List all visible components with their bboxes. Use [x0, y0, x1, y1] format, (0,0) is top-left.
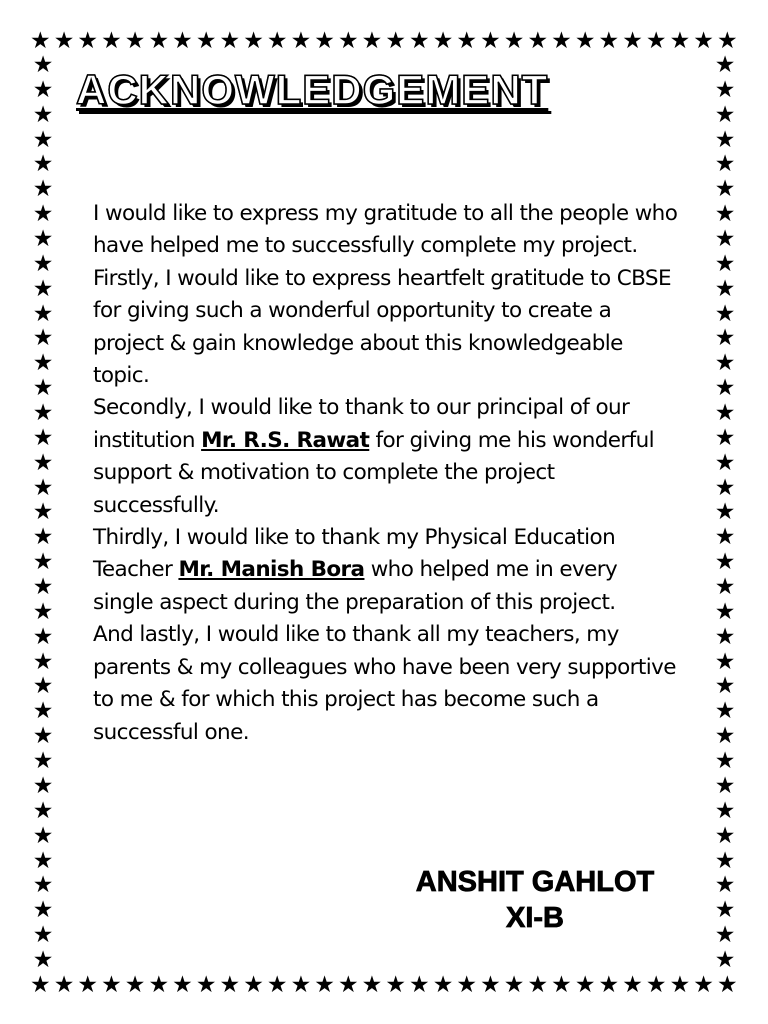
star-icon: ★: [503, 972, 525, 998]
star-icon: ★: [101, 28, 122, 54]
star-icon: ★: [314, 972, 335, 998]
star-icon: ★: [714, 250, 736, 277]
star-icon: ★: [361, 28, 383, 54]
star-icon: ★: [480, 28, 501, 54]
star-icon: ★: [551, 972, 572, 998]
star-icon: ★: [32, 176, 54, 203]
star-icon: ★: [32, 822, 54, 849]
star-icon: ★: [32, 300, 54, 327]
star-border-top: [30, 28, 738, 54]
star-icon: ★: [714, 897, 736, 924]
star-icon: ★: [714, 549, 736, 576]
star-icon: ★: [714, 648, 736, 675]
star-icon: ★: [32, 946, 54, 972]
star-icon: ★: [714, 772, 736, 799]
star-icon: ★: [714, 872, 736, 899]
star-icon: ★: [574, 972, 596, 998]
star-icon: ★: [598, 28, 620, 54]
star-icon: ★: [714, 101, 736, 128]
paragraph: [93, 522, 683, 619]
star-icon: ★: [32, 226, 54, 253]
star-icon: ★: [693, 972, 714, 998]
star-icon: ★: [598, 972, 620, 998]
star-border-bottom: [30, 972, 738, 998]
paragraph-text: Firstly, I would like to express heartfelt gratitude to CBSE for giving such a wonderful opportunity to create a project & gain knowledge about this knowledgeable topic.: [93, 265, 671, 389]
star-icon: ★: [645, 972, 667, 998]
star-icon: ★: [714, 424, 736, 451]
star-icon: ★: [32, 474, 54, 501]
star-icon: ★: [32, 275, 54, 302]
star-icon: ★: [714, 847, 736, 874]
star-icon: ★: [693, 28, 714, 54]
star-icon: ★: [456, 972, 477, 998]
star-icon: ★: [714, 151, 736, 178]
star-icon: ★: [32, 723, 54, 750]
star-icon: ★: [480, 972, 501, 998]
star-icon: ★: [714, 275, 736, 302]
star-icon: ★: [32, 126, 54, 153]
star-icon: ★: [714, 375, 736, 402]
person-name: Mr. Manish Bora: [178, 557, 365, 583]
star-icon: ★: [32, 598, 54, 625]
star-icon: ★: [714, 176, 736, 203]
star-icon: ★: [124, 28, 146, 54]
star-icon: ★: [53, 972, 75, 998]
star-icon: ★: [714, 126, 736, 153]
star-icon: ★: [714, 524, 736, 551]
star-icon: ★: [148, 972, 170, 998]
star-icon: ★: [574, 28, 596, 54]
star-icon: ★: [266, 972, 288, 998]
star-icon: ★: [714, 449, 736, 476]
star-icon: ★: [527, 972, 549, 998]
star-icon: ★: [714, 300, 736, 327]
paragraph-text: Thirdly, I would like to thank my Physical Education Teacher: [93, 525, 616, 583]
acknowledgement-body: [93, 198, 683, 749]
star-icon: ★: [32, 897, 54, 924]
star-icon: ★: [30, 28, 51, 54]
star-icon: ★: [714, 499, 736, 526]
star-icon: ★: [32, 772, 54, 799]
star-icon: ★: [53, 28, 75, 54]
star-icon: ★: [314, 28, 335, 54]
author-class: XI-B: [506, 902, 564, 934]
star-border-right: [712, 54, 738, 972]
star-icon: ★: [32, 549, 54, 576]
person-name: Mr. R.S. Rawat: [201, 427, 370, 453]
star-icon: ★: [290, 972, 312, 998]
star-icon: ★: [527, 28, 549, 54]
star-icon: ★: [714, 946, 736, 972]
star-icon: ★: [32, 151, 54, 178]
star-icon: ★: [32, 449, 54, 476]
star-icon: ★: [716, 972, 738, 998]
paragraph: [93, 263, 683, 393]
star-icon: ★: [32, 424, 54, 451]
star-icon: ★: [32, 574, 54, 601]
star-icon: ★: [32, 797, 54, 824]
star-icon: ★: [32, 623, 54, 650]
paragraph-text: Secondly, I would like to thank to our principal of our institution: [93, 395, 630, 453]
star-icon: ★: [101, 972, 122, 998]
paragraph-text: And lastly, I would like to thank all my teachers, my parents & my colleagues who have been very supportive to me & for which this project has become such a successful one.: [93, 622, 676, 745]
star-icon: ★: [714, 325, 736, 352]
paragraph: [93, 392, 683, 522]
star-icon: ★: [32, 325, 54, 352]
star-icon: ★: [266, 28, 288, 54]
star-icon: ★: [714, 76, 736, 103]
signature-block: [370, 864, 700, 936]
star-icon: ★: [669, 972, 691, 998]
star-icon: ★: [385, 28, 406, 54]
star-icon: ★: [432, 972, 454, 998]
star-icon: ★: [30, 972, 51, 998]
star-icon: ★: [337, 28, 359, 54]
star-icon: ★: [124, 972, 146, 998]
star-icon: ★: [714, 623, 736, 650]
paragraph-text: I would like to express my gratitude to all the people who have helped me to successfully complete my project.: [93, 201, 678, 259]
star-icon: ★: [714, 54, 736, 78]
paragraph-text: for giving me his wonderful support & motivation to complete the project successfully.: [93, 427, 655, 518]
paragraph: [93, 198, 683, 263]
star-icon: ★: [172, 28, 193, 54]
star-icon: ★: [32, 350, 54, 377]
paragraph-text: who helped me in every single aspect during the preparation of this project.: [93, 557, 618, 615]
author-name: ANSHIT GAHLOT: [415, 866, 655, 898]
star-icon: ★: [456, 28, 477, 54]
star-icon: ★: [385, 972, 406, 998]
star-icon: ★: [669, 28, 691, 54]
star-icon: ★: [714, 201, 736, 228]
star-icon: ★: [409, 972, 430, 998]
star-icon: ★: [32, 673, 54, 700]
star-border-left: [30, 54, 56, 972]
star-icon: ★: [243, 28, 264, 54]
star-icon: ★: [290, 28, 312, 54]
star-icon: ★: [243, 972, 264, 998]
star-icon: ★: [645, 28, 667, 54]
star-icon: ★: [219, 28, 241, 54]
star-icon: ★: [714, 598, 736, 625]
star-icon: ★: [219, 972, 241, 998]
star-icon: ★: [337, 972, 359, 998]
star-icon: ★: [361, 972, 383, 998]
star-icon: ★: [32, 101, 54, 128]
star-icon: ★: [32, 54, 54, 78]
star-icon: ★: [32, 400, 54, 427]
star-icon: ★: [195, 28, 217, 54]
star-icon: ★: [32, 847, 54, 874]
star-icon: ★: [622, 28, 643, 54]
star-icon: ★: [32, 872, 54, 899]
star-icon: ★: [714, 474, 736, 501]
star-icon: ★: [32, 698, 54, 725]
star-icon: ★: [32, 748, 54, 775]
star-icon: ★: [32, 250, 54, 277]
star-icon: ★: [714, 350, 736, 377]
star-icon: ★: [714, 723, 736, 750]
star-icon: ★: [195, 972, 217, 998]
star-icon: ★: [432, 28, 454, 54]
star-icon: ★: [77, 972, 98, 998]
star-icon: ★: [714, 673, 736, 700]
star-icon: ★: [714, 574, 736, 601]
star-icon: ★: [32, 375, 54, 402]
star-icon: ★: [32, 524, 54, 551]
star-icon: ★: [32, 76, 54, 103]
star-icon: ★: [77, 28, 98, 54]
star-icon: ★: [32, 648, 54, 675]
paragraph: [93, 619, 683, 749]
star-icon: ★: [551, 28, 572, 54]
star-icon: ★: [148, 28, 170, 54]
star-icon: ★: [409, 28, 430, 54]
star-icon: ★: [716, 28, 738, 54]
star-icon: ★: [714, 797, 736, 824]
star-icon: ★: [714, 822, 736, 849]
star-icon: ★: [32, 922, 54, 949]
star-icon: ★: [714, 922, 736, 949]
page-title: ACKNOWLEDGEMENT: [76, 66, 549, 113]
star-icon: ★: [714, 226, 736, 253]
star-icon: ★: [714, 400, 736, 427]
star-icon: ★: [714, 698, 736, 725]
star-icon: ★: [622, 972, 643, 998]
star-icon: ★: [32, 499, 54, 526]
star-icon: ★: [32, 201, 54, 228]
star-icon: ★: [172, 972, 193, 998]
star-icon: ★: [714, 748, 736, 775]
star-icon: ★: [503, 28, 525, 54]
